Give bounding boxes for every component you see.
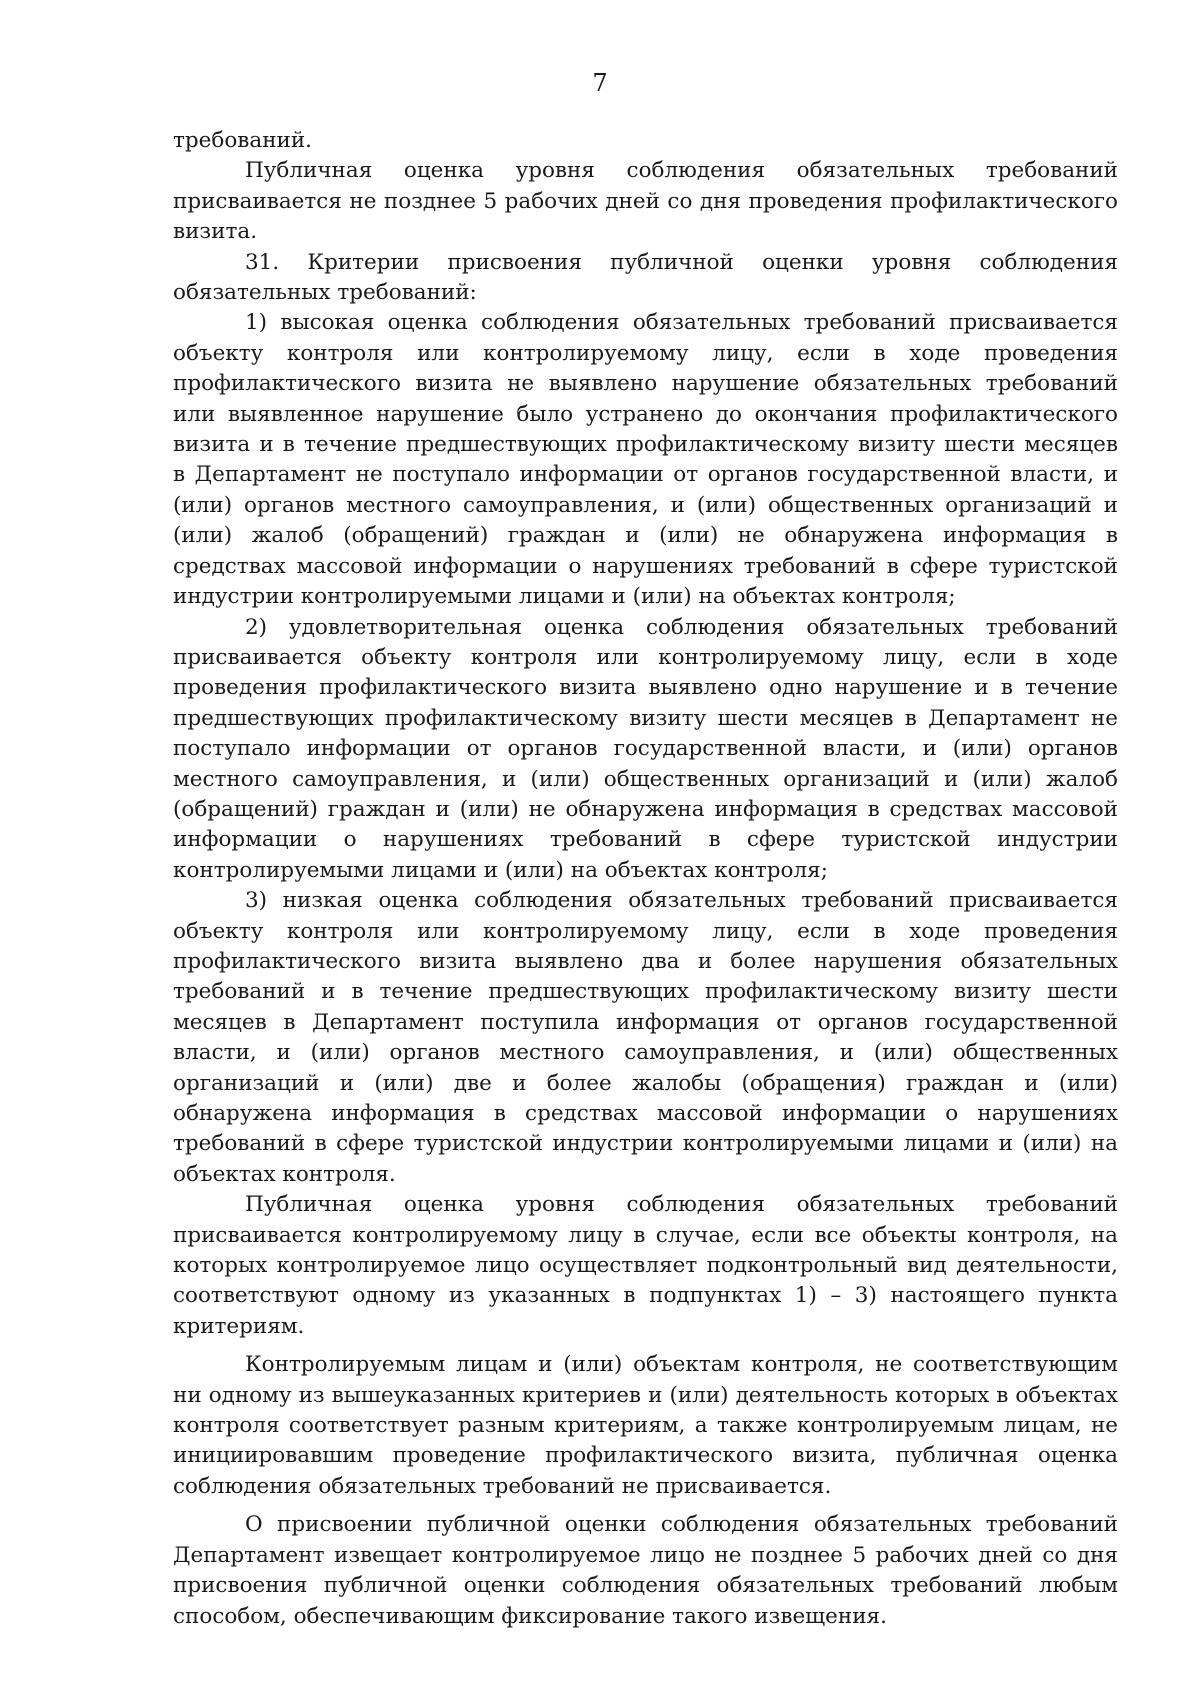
- page-number: 7: [592, 69, 608, 97]
- paragraph-continuation: требований.: [173, 128, 313, 153]
- document-body: [173, 126, 1118, 1632]
- paragraph-criterion-low: 3) низкая оценка соблюдения обязательных требований присваивается объекту контроля или контролируемому лицу, если в ходе проведения профилактического визита выявлено два и более нарушения обязательных требований и в течение предшествующих профилактическому визиту шести месяцев в Департамент поступила информация от органов государственной власти, и (или) органов местного самоуправления, и (или) общественных организаций и (или) две и более жалобы (обращения) граждан и (или) обнаружена информация в средствах массовой информации о нарушениях требований в сфере туристской индустрии контролируемыми лицами и (или) на объектах контроля.: [173, 888, 1118, 1187]
- paragraph-criterion-high: 1) высокая оценка соблюдения обязательных требований присваивается объекту контроля или контролируемому лицу, если в ходе проведения профилактического визита не выявлено нарушение обязательных требований или выявленное нарушение было устранено до окончания профилактического визита и в течение предшествующих профилактическому визиту шести месяцев в Департамент не поступало информации от органов государственной власти, и (или) органов местного самоуправления, и (или) общественных организаций и (или) жалоб (обращений) граждан и (или) не обнаружена информация в средствах массовой информации о нарушениях требований в сфере туристской индустрии контролируемыми лицами и (или) на объектах контроля;: [173, 310, 1118, 610]
- paragraph-criterion-satisfactory: 2) удовлетворительная оценка соблюдения обязательных требований присваивается объекту контроля или контролируемому лицу, если в ходе проведения профилактического визита выявлено одно нарушение и в течение предшествующих профилактическому визиту шести месяцев в Департамент не поступало информации от органов государственной власти, и (или) органов местного самоуправления, и (или) общественных организаций и (или) жалоб (обращений) граждан и (или) не обнаружена информация в средствах массовой информации о нарушениях требований в сфере туристской индустрии контролируемыми лицами и (или) на объектах контроля;: [173, 614, 1118, 883]
- paragraph-no-rating: Контролируемым лицам и (или) объектам контроля, не соответствующим ни одному из вышеуказанных критериев и (или) деятельность которых в объектах контроля соответствует разным критериям, а также контролируемым лицам, не инициировавшим проведение профилактического визита, публичная оценка соблюдения обязательных требований не присваивается.: [173, 1352, 1118, 1499]
- paragraph-notification: О присвоении публичной оценки соблюдения обязательных требований Департамент извещает контролируемое лицо не позднее 5 рабочих дней со дня присвоения публичной оценки соблюдения обязательных требований любым способом, обеспечивающим фиксирование такого извещения.: [173, 1512, 1118, 1629]
- paragraph-item-31-heading: 31. Критерии присвоения публичной оценки уровня соблюдения обязательных требований:: [173, 249, 1118, 306]
- paragraph-public-rating-deadline: Публичная оценка уровня соблюдения обязательных требований присваивается не позднее 5 рабочих дней со дня проведения профилактического визита.: [173, 158, 1118, 245]
- paragraph-rating-assignment: Публичная оценка уровня соблюдения обязательных требований присваивается контролируемому лицу в случае, если все объекты контроля, на которых контролируемое лицо осуществляет подконтрольный вид деятельности, соответствуют одному из указанных в подпунктах 1) – 3) настоящего пункта критериям.: [173, 1192, 1118, 1339]
